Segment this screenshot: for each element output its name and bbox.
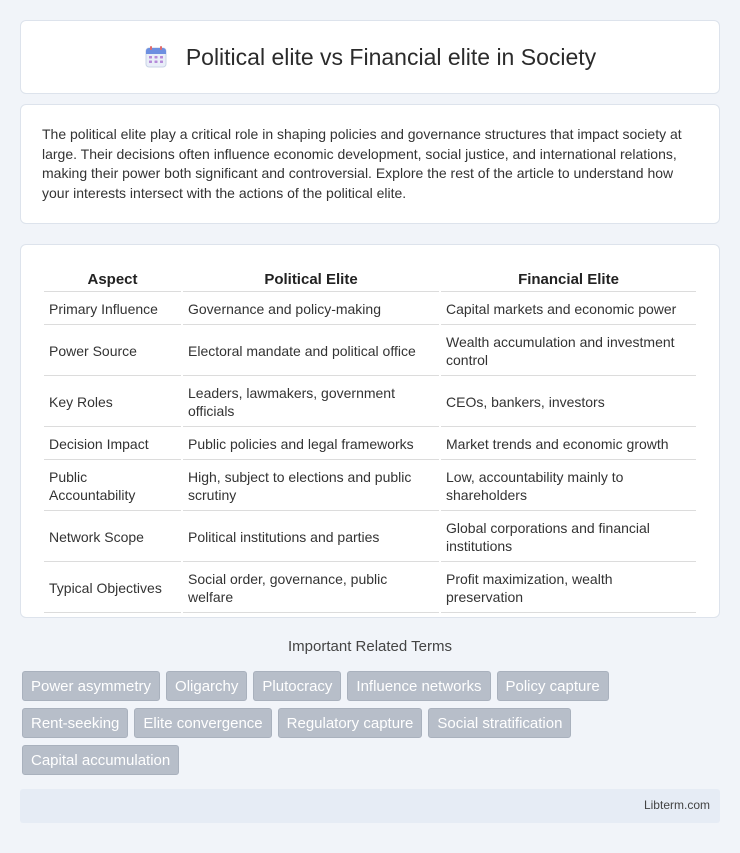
- tag-plutocracy[interactable]: Plutocracy: [253, 671, 341, 701]
- tag-influence-networks[interactable]: Influence networks: [347, 671, 490, 701]
- tag-power-asymmetry[interactable]: Power asymmetry: [22, 671, 160, 701]
- table-cell: Market trends and economic growth: [441, 429, 696, 460]
- page-title: Political elite vs Financial elite in Society: [185, 43, 597, 70]
- table-cell: Key Roles: [44, 378, 181, 427]
- tag-regulatory-capture[interactable]: Regulatory capture: [278, 708, 423, 738]
- column-header-political: Political Elite: [183, 267, 439, 292]
- intro-text: The political elite play a critical role in shaping policies and governance structures that impact society at large. Their decisions often influence economic development, social justice, and international relations, making their power both significant and controversial. Explore the rest of the article to understand how your interests intersect with the actions of the political elite.: [42, 126, 682, 201]
- table-row: [44, 462, 696, 511]
- table-cell: Typical Objectives: [44, 564, 181, 613]
- footer: [20, 789, 720, 823]
- related-terms-title: Important Related Terms: [288, 638, 452, 655]
- column-header-financial: Financial Elite: [441, 267, 696, 292]
- table-row: [44, 429, 696, 460]
- table-cell: Public Accountability: [44, 462, 181, 511]
- table-header-row: [44, 267, 696, 292]
- table-cell: Profit maximization, wealth preservation: [441, 564, 696, 613]
- intro-card: [20, 104, 720, 224]
- table-cell: Primary Influence: [44, 294, 181, 325]
- table-row: [44, 327, 696, 376]
- table-cell: Decision Impact: [44, 429, 181, 460]
- table-cell: Public policies and legal frameworks: [183, 429, 439, 460]
- tag-social-stratification[interactable]: Social stratification: [428, 708, 571, 738]
- table-row: [44, 294, 696, 325]
- table-cell: Capital markets and economic power: [441, 294, 696, 325]
- calendar-icon: [144, 45, 168, 69]
- table-cell: Social order, governance, public welfare: [183, 564, 439, 613]
- tag-oligarchy[interactable]: Oligarchy: [166, 671, 247, 701]
- comparison-table: [42, 265, 698, 615]
- table-row: [44, 564, 696, 613]
- table-cell: Leaders, lawmakers, government officials: [183, 378, 439, 427]
- footer-brand[interactable]: Libterm.com: [643, 798, 710, 812]
- table-cell: Low, accountability mainly to shareholders: [441, 462, 696, 511]
- table-row: [44, 378, 696, 427]
- table-cell: Power Source: [44, 327, 181, 376]
- table-cell: Electoral mandate and political office: [183, 327, 439, 376]
- table-cell: Global corporations and financial institutions: [441, 513, 696, 562]
- tag-rent-seeking[interactable]: Rent-seeking: [22, 708, 128, 738]
- header-card: [20, 20, 720, 94]
- table-row: [44, 513, 696, 562]
- table-cell: Political institutions and parties: [183, 513, 439, 562]
- tag-elite-convergence[interactable]: Elite convergence: [134, 708, 271, 738]
- table-cell: Wealth accumulation and investment control: [441, 327, 696, 376]
- comparison-table-card: [20, 244, 720, 618]
- column-header-aspect: Aspect: [44, 267, 181, 292]
- table-cell: High, subject to elections and public scrutiny: [183, 462, 439, 511]
- tag-policy-capture[interactable]: Policy capture: [497, 671, 609, 701]
- table-cell: CEOs, bankers, investors: [441, 378, 696, 427]
- tag-capital-accumulation[interactable]: Capital accumulation: [22, 745, 179, 775]
- table-cell: Governance and policy-making: [183, 294, 439, 325]
- related-terms-list: [22, 671, 720, 775]
- table-cell: Network Scope: [44, 513, 181, 562]
